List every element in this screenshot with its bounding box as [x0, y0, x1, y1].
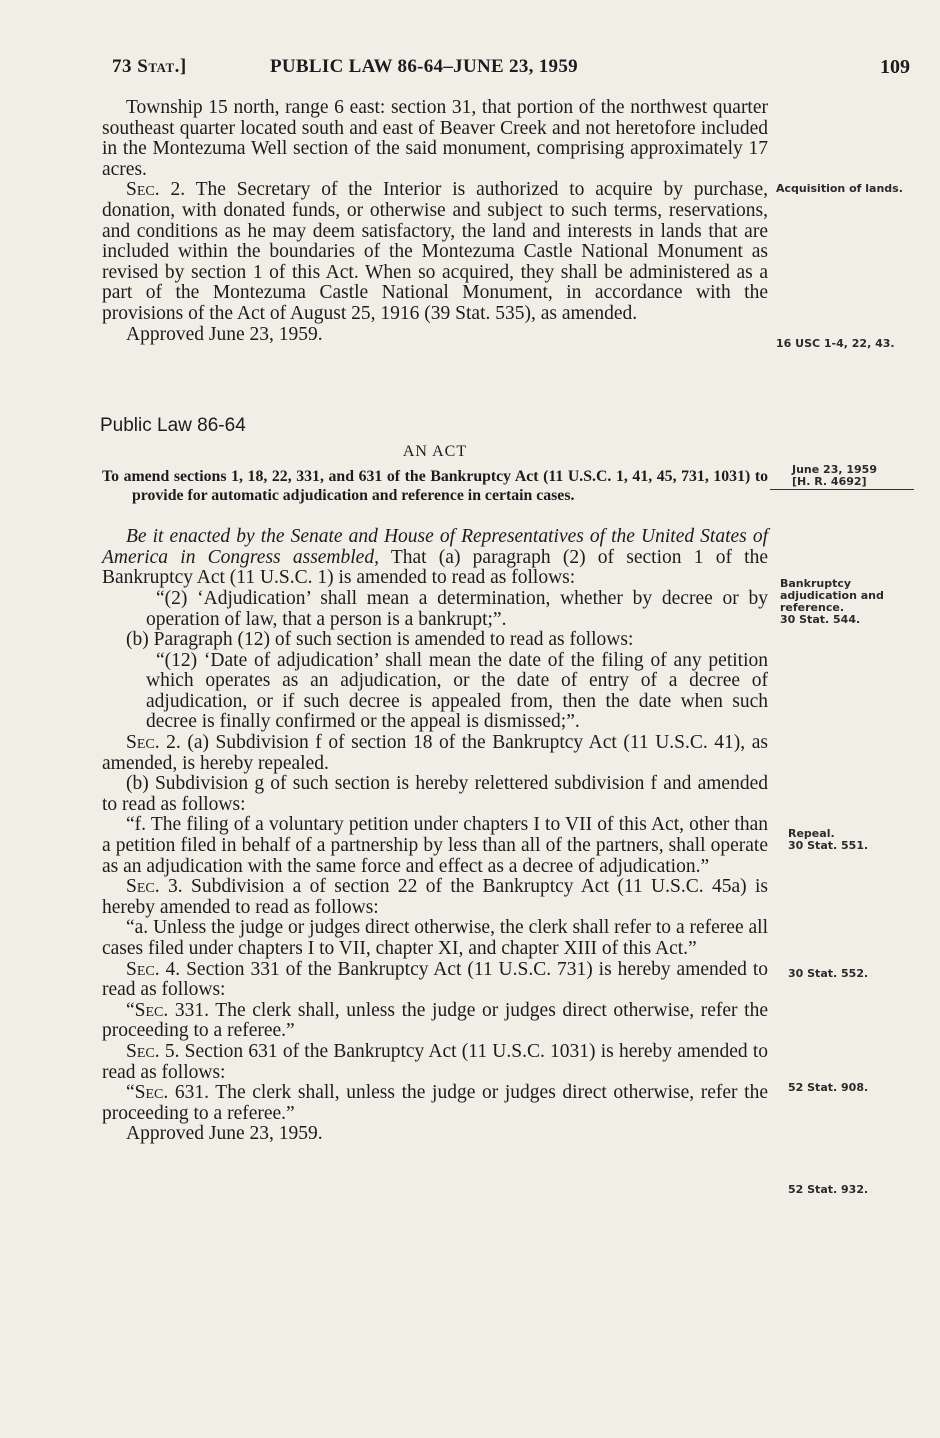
section-label: Sec. 2. [126, 179, 186, 201]
section-3 [102, 877, 768, 918]
approval-line: Approved June 23, 1959. [126, 1123, 323, 1145]
spacer [102, 505, 768, 527]
margin-note-repeal: Repeal. [788, 827, 835, 840]
section-text: (a) Subdivision f of section 18 of the Bankruptcy Act (11 U.S.C. 41), as amended, is hereby repealed. [102, 732, 768, 774]
enacting-text: That (a) paragraph (2) of section 1 of the Bankruptcy Act (11 U.S.C. 1) is amended to read as follows: [102, 546, 768, 589]
quoted-section-label: “Sec. 631. [126, 1082, 210, 1104]
main-text [102, 98, 768, 1145]
margin-rule [770, 489, 914, 490]
margin-note-usc: 16 USC 1-4, 22, 43. [776, 337, 895, 350]
margin-note-bankruptcy: Bankruptcy adjudication and reference. [780, 577, 884, 614]
section-5 [102, 1042, 768, 1083]
page-number: 109 [880, 56, 910, 78]
quoted-section-label: “Sec. 331. [126, 999, 210, 1021]
enacting-formula: Be it enacted by the Senate and House of Representatives of the United States of America in Congress assembled, [102, 526, 768, 568]
section-3-quote: “a. Unless the judge or judges direct otherwise, the clerk shall refer to a referee all cases filed under chapters I to VII, chapter XI, and chapter XIII of this Act.” [102, 917, 768, 959]
margin-note-stat-932: 52 Stat. 932. [788, 1183, 869, 1196]
an-act-heading: AN ACT [402, 443, 468, 461]
spacer [102, 345, 768, 415]
margin-note-stat-908: 52 Stat. 908. [788, 1081, 869, 1094]
paragraph-prior-sec2 [102, 180, 768, 324]
enacting-clause [102, 527, 768, 589]
section-text: The Secretary of the Interior is authorized to acquire by purchase, donation, with donated funds, or otherwise and subject to such terms, reservations, and conditions as he may deem satisfactory, the land and interests in lands that are included within the boundaries of the Montezuma Castle National Monument as revised by section 1 of this Act. When so acquired, they shall be administered as a part of the Montezuma Castle National Monument, in accordance with the provisions of the Act of August 25, 1916 (39 Stat. 535), as amended. [102, 179, 768, 324]
section-4-quote [102, 1001, 768, 1042]
section-4 [102, 960, 768, 1001]
section-text: Subdivision a of section 22 of the Bankruptcy Act (11 U.S.C. 45a) is hereby amended to read as follows: [102, 876, 768, 918]
quoted-section-text: The clerk shall, unless the judge or judges direct otherwise, refer the proceeding to a referee.” [102, 1082, 768, 1124]
margin-note-bill: [H. R. 4692] [792, 475, 867, 488]
page-title: PUBLIC LAW 86-64–JUNE 23, 1959 [270, 56, 578, 77]
section-label: Sec. 4. [126, 958, 181, 980]
public-law-number: Public Law 86-64 [100, 415, 246, 437]
paragraph-township: Township 15 north, range 6 east: section 31, that portion of the northwest quarter southeast quarter located south and east of Beaver Creek and not heretofore included in the Montezuma Well section of the said monument, comprising approximately 17 acres. [102, 97, 768, 180]
section-5-quote [102, 1083, 768, 1124]
paragraph-b: (b) Paragraph (12) of such section is amended to read as follows: [126, 629, 634, 651]
act-purpose: To amend sections 1, 18, 22, 331, and 631 of the Bankruptcy Act (11 U.S.C. 1, 41, 45, 731, 1031) to provide for automatic adjudication and reference in certain cases. [102, 468, 768, 505]
approval-line: Approved June 23, 1959. [126, 323, 323, 345]
quoted-section-text: The clerk shall, unless the judge or judges direct otherwise, refer the proceeding to a referee.” [102, 999, 768, 1042]
section-2 [102, 733, 768, 774]
section-label: Sec. 5. [126, 1040, 180, 1062]
margin-note-acquisition: Acquisition of lands. [776, 182, 903, 195]
section-label: Sec. 3. [126, 876, 183, 898]
margin-note-date: June 23, 1959 [792, 463, 877, 476]
section-label: Sec. 2. [126, 732, 181, 754]
statute-volume: 73 Stat.] [112, 56, 187, 77]
section-text: Section 631 of the Bankruptcy Act (11 U.S.C. 1031) is hereby amended to read as follows: [102, 1040, 768, 1083]
section-2-b: (b) Subdivision g of such section is hereby relettered subdivision f and amended to read as follows: [102, 773, 768, 815]
running-header [100, 56, 910, 86]
margin-note-stat-551: 30 Stat. 551. [788, 839, 869, 852]
quote-date-of-adjudication: “(12) ‘Date of adjudication’ shall mean the date of the filing of any petition which operates as an adjudication, or the date of entry of a decree of adjudication, or if such decree is appealed from, then the date when such decree is finally confirmed or the appeal is dismissed;”. [146, 649, 768, 733]
margin-note-stat-544: 30 Stat. 544. [780, 613, 861, 626]
section-2-quote: “f. The filing of a voluntary petition under chapters I to VII of this Act, other than a petition filed in behalf of a partnership by less than all of the partners, shall operate as an adjudication with the same force and effect as a decree of adjudication.” [102, 814, 768, 877]
quote-adjudication: “(2) ‘Adjudication’ shall mean a determination, whether by decree or by operation of law, that a person is a bankrupt;”. [146, 587, 768, 630]
margin-note-stat-552: 30 Stat. 552. [788, 967, 869, 980]
section-text: Section 331 of the Bankruptcy Act (11 U.S.C. 731) is hereby amended to read as follows: [102, 958, 768, 1001]
